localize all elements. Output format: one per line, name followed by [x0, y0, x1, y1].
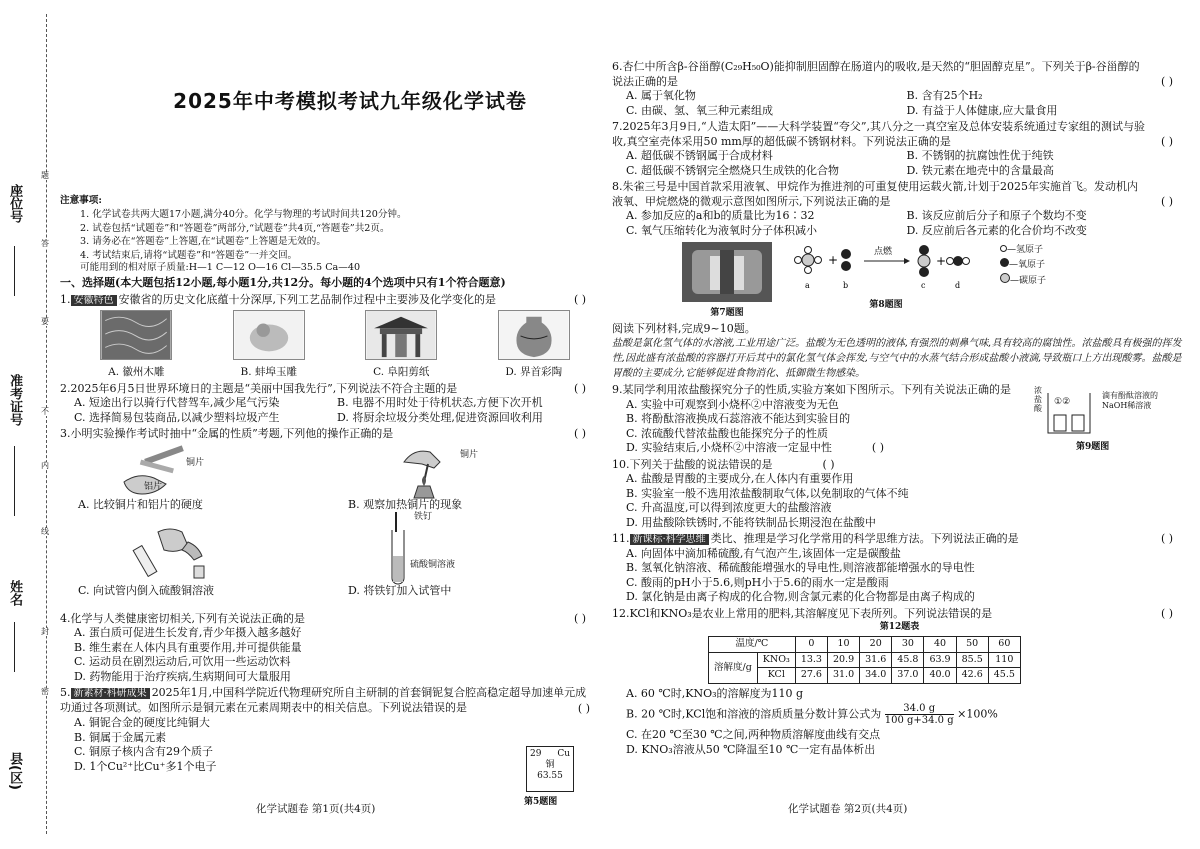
table-caption: 第12题表: [879, 622, 920, 633]
question-number: 2.: [60, 381, 71, 395]
copper-sheet-label: 铜片: [186, 457, 205, 468]
note-item: 2. 试卷包括“试题卷”和“答题卷”两部分,“试题卷”共4页,“答题卷”共2页。: [80, 222, 390, 234]
table-row: [709, 637, 1021, 653]
exam-notes: [60, 194, 600, 262]
option-b[interactable]: B. 氢氧化钠溶液、稀硫酸能增强水的导电性,则溶液都能增强水的导电性: [626, 561, 975, 575]
page-1: [60, 0, 600, 849]
question-number: 9.: [612, 383, 623, 397]
question-7: [612, 120, 1187, 178]
answer-paren[interactable]: ( ): [573, 611, 587, 625]
question-text: 下列关于盐酸的说法错误的是: [629, 457, 773, 471]
table-cell: 63.9: [924, 652, 956, 668]
seat-number-label: 座位号: [7, 184, 23, 223]
binding-margin: [0, 0, 56, 849]
q1-option-c[interactable]: [365, 310, 437, 380]
fraction-denominator: 100 g+34.0 g: [884, 715, 954, 727]
answer-paren[interactable]: ( ): [1160, 74, 1174, 88]
option-b[interactable]: B. 含有25个H₂: [906, 89, 983, 103]
fraction-numerator: 34.0 g: [885, 703, 954, 715]
phenolphthalein-label: 滴有酚酞溶液的NaOH稀溶液: [1102, 391, 1158, 410]
name-label: 姓名: [7, 580, 23, 606]
table-cell: 37.0: [892, 668, 924, 684]
svg-text:+: +: [828, 253, 839, 268]
question-8: [612, 180, 1187, 319]
option-c[interactable]: C. 由碳、氢、氧三种元素组成: [626, 103, 774, 117]
option-a[interactable]: A. 实验中可观察到小烧杯②中溶液变为无色: [626, 397, 839, 411]
q8-figures: [682, 242, 1187, 319]
question-text: 2025年6月5日世界环境日的主题是“美丽中国我先行”,下列说法不符合主题的是: [70, 381, 458, 395]
heating-copper-figure: [384, 442, 464, 500]
aluminum-sheet-label: 铝片: [144, 481, 163, 492]
question-text: 某同学利用浓盐酸探究分子的性质,实验方案如下图所示。下列有关说法正确的是: [622, 383, 1011, 397]
carbon-atom-icon: [1000, 273, 1010, 283]
reaction-condition: 点燃: [874, 247, 893, 258]
answer-paren[interactable]: ( ): [871, 441, 885, 455]
option-label: C. 阜阳剪纸: [373, 365, 430, 378]
option-d[interactable]: D. 药物能用于治疗疾病,生病期间可大量服用: [74, 669, 291, 683]
option-c[interactable]: C. 浓硫酸代替浓盐酸也能探究分子的性质: [626, 426, 829, 440]
atomic-mass: 63.55: [537, 771, 563, 782]
copper-element-card: [526, 746, 574, 792]
option-a[interactable]: A. 超低碳不锈钢属于合成材料: [626, 149, 773, 163]
question-text: 化学与人类健康密切相关,下列有关说法正确的是: [70, 611, 305, 625]
question-text: 2025年3月9日,“人造太阳”——大科学装置“夸父”,其八分之一真空室及总体安装系统通过专家组的测试与验收,真空室壳体采用50 mm厚的超低碳不锈钢材料。下列说法正确的是: [612, 120, 1145, 148]
option-b[interactable]: B. 该反应前后分子和原子个数均不变: [906, 209, 1087, 223]
table-cell: 45.5: [988, 668, 1020, 684]
option-b-suffix: ×100%: [957, 707, 998, 721]
question-10: [612, 458, 1187, 531]
binding-word: 不: [41, 407, 49, 416]
binding-word: 要: [41, 317, 49, 326]
note-item: 1. 化学试卷共两大题17小题,满分40分。化学与物理的考试时间共120分钟。: [80, 209, 407, 220]
option-c[interactable]: C. 在20 ℃至30 ℃之间,两种物质溶解度曲线有交点: [626, 728, 881, 742]
answer-paren[interactable]: ( ): [1160, 194, 1174, 208]
table-cell: 45.8: [892, 652, 924, 668]
question-number: 4.: [60, 611, 71, 625]
table-cell: 85.5: [956, 652, 988, 668]
page-footer: 化学试题卷 第2页(共4页): [788, 803, 908, 816]
question-11: [612, 532, 1187, 605]
option-b[interactable]: B. 观察加热铜片的现象: [348, 497, 463, 511]
section-heading: 一、选择题(本大题包括12小题,每小题1分,共12分。每小题的4个选项中只有1个符合题意): [60, 276, 506, 290]
question-text: 朱雀三号是中国首款采用液氧、甲烷作为推进剂的可重复使用运载火箭,计划于2025年实施首飞。发动机内液氧、甲烷燃烧的微观示意图如图所示,下列说法正确的是: [612, 180, 1138, 208]
option-b[interactable]: [612, 703, 1187, 726]
option-b[interactable]: B. 维生素在人体内具有重要作用,并可提供能量: [74, 640, 302, 654]
option-d[interactable]: D. 1个Cu²⁺比Cu⁺多1个电子: [74, 759, 217, 773]
figure-caption: 第8题图: [869, 299, 903, 310]
page-2: [612, 0, 1187, 849]
binding-word: 答: [41, 239, 49, 248]
question-number: 12.: [612, 606, 630, 620]
option-d[interactable]: D. KNO₃溶液从50 ℃降温至10 ℃一定有晶体析出: [626, 742, 876, 756]
binding-word: 密: [41, 687, 49, 696]
option-d[interactable]: D. 将铁钉加入试管中: [348, 583, 452, 597]
answer-paren[interactable]: ( ): [822, 457, 835, 471]
note-item: 4. 考试结束后,请将“试题卷”和“答题卷”一并交回。: [80, 249, 298, 261]
option-c[interactable]: C. 铜原子核内含有29个质子: [74, 745, 214, 759]
option-label: D. 界首彩陶: [505, 365, 563, 378]
county-label: 县(区): [7, 752, 23, 790]
painted-pottery-image: [498, 310, 570, 360]
question-9: [612, 383, 1187, 456]
element-name: 铜: [545, 760, 555, 771]
table-cell: 31.0: [827, 668, 859, 684]
element-symbol: Cu: [557, 749, 570, 760]
table-cell: 50: [956, 637, 988, 653]
option-c[interactable]: C. 氧气压缩转化为液氧时分子体积减小: [626, 223, 818, 237]
reading-intro: 阅读下列材料,完成9~10题。: [612, 321, 756, 335]
answer-paren[interactable]: ( ): [1160, 134, 1174, 148]
q1-option-b[interactable]: [233, 310, 305, 380]
question-text: 2025年1月,中国科学院近代物理研究所自主研制的首套铜铌复合腔高稳定超导加速单元成功通过各项测试。如图所示是铜元素在元素周期表中的相关信息。下列说法错误的是: [60, 686, 587, 714]
table-cell: 30: [892, 637, 924, 653]
solubility-table: [708, 636, 1021, 684]
option-a[interactable]: A. 盐酸是胃酸的主要成分,在人体内有重要作用: [626, 472, 854, 486]
answer-paren[interactable]: ( ): [573, 381, 587, 395]
question-1: [60, 293, 600, 380]
figure-caption: 第7题图: [710, 307, 744, 318]
question-text: KCl和KNO₃是农业上常用的肥料,其溶解度见下表所列。下列说法错误的是: [629, 606, 993, 620]
binding-dashed-line: [46, 14, 47, 834]
molecule-label: b: [843, 281, 849, 291]
exam-number-blank[interactable]: [14, 446, 15, 516]
table-row: [709, 652, 1021, 668]
iron-nail-label: 铁钉: [414, 511, 433, 522]
legend-label: —碳原子: [1010, 276, 1047, 287]
option-b[interactable]: B. 实验室一般不选用浓盐酸制取气体,以免制取的气体不纯: [626, 486, 909, 500]
option-a[interactable]: A. 向固体中滴加稀硫酸,有气泡产生,该固体一定是碳酸盐: [626, 546, 901, 560]
answer-paren[interactable]: ( ): [573, 427, 587, 441]
table-cell: 31.6: [860, 652, 892, 668]
question-4: [60, 612, 600, 685]
option-d[interactable]: D. 反应前后各元素的化合价均不改变: [906, 223, 1087, 237]
table-cell: 27.6: [795, 668, 827, 684]
option-c[interactable]: C. 超低碳不锈钢完全燃烧只生成铁的化合物: [626, 163, 840, 177]
molecule-label: d: [955, 281, 961, 291]
question-number: 10.: [612, 457, 630, 471]
binding-word: 内: [41, 461, 49, 470]
option-d[interactable]: D. 实验结束后,小烧杯②中溶液一定显中性: [626, 441, 832, 455]
iron-nail-tube-figure: [386, 510, 416, 586]
table-cell: 34.0: [860, 668, 892, 684]
option-b[interactable]: B. 电器不用时处于待机状态,方便下次开机: [337, 396, 543, 410]
legend-label: —氢原子: [1007, 245, 1044, 256]
figure-caption: 第5题图: [524, 797, 558, 808]
table-cell: 0: [795, 637, 827, 653]
option-b-text: B. 20 ℃时,KCl饱和溶液的溶质质量分数计算公式为: [626, 707, 882, 721]
binding-word: 题: [41, 171, 49, 180]
question-tag: 新素材·科研成果: [71, 688, 150, 699]
option-a[interactable]: A. 属于氧化物: [626, 89, 696, 103]
question-text: 类比、推理是学习化学常用的科学思维方法。下列说法正确的是: [710, 532, 1019, 546]
q3-figures: [74, 442, 600, 610]
figure-8: [786, 242, 986, 311]
option-a[interactable]: A. 蛋白质可促进生长发育,青少年摄入越多越好: [74, 626, 302, 640]
question-number: 7.: [612, 120, 623, 134]
table-cell: 10: [827, 637, 859, 653]
table-cell: 20.9: [827, 652, 859, 668]
molecule-label: c: [921, 281, 926, 291]
option-label: B. 蚌埠玉雕: [240, 365, 297, 378]
fusion-device-photo: [682, 242, 772, 302]
table-cell: 20: [860, 637, 892, 653]
question-tag: 安徽特色: [71, 295, 117, 306]
exam-number-label: 准考证号: [7, 374, 23, 426]
table-cell: 13.3: [795, 652, 827, 668]
oxygen-atom-icon: [1000, 258, 1009, 267]
option-d[interactable]: D. 用盐酸除铁锈时,不能将铁制品长期浸泡在盐酸中: [626, 515, 876, 529]
question-5: [60, 686, 600, 808]
question-number: 6.: [612, 60, 623, 73]
question-6: [612, 60, 1187, 118]
fraction: [885, 703, 954, 726]
legend-label: —氧原子: [1009, 260, 1046, 271]
table-cell: 42.6: [956, 668, 988, 684]
jade-carving-image: [233, 310, 305, 360]
paper-cutting-image: [365, 310, 437, 360]
table-cell: KNO₃: [757, 652, 795, 668]
table-cell: 110: [988, 652, 1020, 668]
option-b[interactable]: B. 将酚酞溶液换成石蕊溶液不能达到实验目的: [626, 412, 851, 426]
pouring-solution-figure: [118, 522, 218, 582]
option-b[interactable]: B. 不锈钢的抗腐蚀性优于纯铁: [906, 149, 1054, 163]
table-header: 溶解度/g: [709, 652, 758, 683]
q1-option-a[interactable]: [100, 310, 172, 380]
page-footer: 化学试题卷 第1页(共4页): [256, 803, 376, 816]
exam-title: 2025年中考模拟考试九年级化学试卷: [173, 89, 527, 113]
conc-hcl-label: 浓盐酸: [1034, 386, 1042, 413]
molecule-label: a: [805, 281, 810, 291]
question-number: 8.: [612, 180, 623, 194]
svg-text:+: +: [936, 254, 947, 269]
wood-carving-image: [100, 310, 172, 360]
atomic-mass-line: 可能用到的相对原子质量:H—1 C—12 O—16 Cl—35.5 Ca—40: [80, 262, 361, 274]
option-c[interactable]: C. 酸雨的pH小于5.6,则pH小于5.6的雨水一定是酸雨: [626, 575, 889, 589]
copper-sulfate-label: 硫酸铜溶液: [410, 559, 456, 570]
reading-passage: 盐酸是氯化氢气体的水溶液,工业用途广泛。盐酸为无色透明的液体,有强烈的刺鼻气味,具有较高的腐蚀性。浓盐酸具有极强的挥发性,因此盛有浓盐酸的容器打开后其中的氯化氢气体会挥发,与空气中的水蒸气结合形成盐酸小液滴,导致瓶口上方出现酸雾。盐酸是胃酸的主要成分,它能够促进食物消化、抵御微生物感染。: [612, 338, 1182, 380]
question-text: 小明实验操作考试时抽中“金属的性质”考题,下列他的操作正确的是: [70, 427, 394, 441]
cup-labels: ①②: [1054, 397, 1071, 408]
option-c[interactable]: C. 选择简易包装商品,以减少塑料垃圾产生: [74, 410, 280, 424]
option-label: A. 徽州木雕: [108, 365, 165, 378]
option-a[interactable]: A. 比较铜片和铝片的硬度: [78, 497, 203, 511]
option-c[interactable]: C. 升高温度,可以得到浓度更大的盐酸溶液: [626, 501, 832, 515]
copper-sheet-label-b: 铜片: [460, 449, 479, 460]
question-3: [60, 427, 600, 610]
question-number: 1.: [60, 292, 71, 306]
atomic-number: 29: [530, 749, 542, 760]
hydrogen-atom-icon: [1000, 245, 1007, 252]
binding-word: 线: [41, 527, 49, 536]
question-text: 杏仁中所含β-谷甾醇(C₂₉H₅₀O)能抑制胆固醇在肠道内的吸收,是天然的“胆固醇克星”。下列关于β-谷甾醇的说法正确的是: [612, 60, 1140, 88]
option-c[interactable]: C. 运动员在剧烈运动后,可饮用一些运动饮料: [74, 655, 291, 669]
question-number: 3.: [60, 427, 71, 441]
option-c[interactable]: C. 向试管内倒入硫酸铜溶液: [78, 583, 215, 597]
table-cell: 40.0: [924, 668, 956, 684]
table-cell: 60: [988, 637, 1020, 653]
question-12: [612, 607, 1187, 758]
seat-number-blank[interactable]: [14, 246, 15, 296]
answer-paren[interactable]: ( ): [1160, 532, 1174, 546]
table-cell: 40: [924, 637, 956, 653]
option-a[interactable]: A. 短途出行以骑行代替驾车,减少尾气污染: [74, 396, 280, 410]
question-2: [60, 382, 600, 426]
option-d[interactable]: D. 氯化钠是由离子构成的化合物,则含氯元素的化合物都是由离子构成的: [626, 590, 975, 604]
note-item: 3. 请务必在“答题卷”上答题,在“试题卷”上答题是无效的。: [80, 236, 326, 248]
q1-option-d[interactable]: [498, 310, 570, 380]
q1-images: [70, 310, 600, 380]
question-number: 11.: [612, 532, 630, 546]
figure-7: [682, 242, 772, 319]
notes-heading: 注意事项:: [60, 195, 102, 207]
atom-legend: [1000, 244, 1046, 289]
figure-caption: 第9题图: [1076, 442, 1110, 453]
binding-word: 封: [41, 627, 49, 636]
name-blank[interactable]: [14, 622, 15, 672]
option-a[interactable]: A. 铜铌合金的硬度比纯铜大: [74, 716, 210, 730]
option-d[interactable]: D. 有益于人体健康,应大量食用: [906, 103, 1058, 117]
table-cell: KCl: [757, 668, 795, 684]
option-b[interactable]: B. 铜属于金属元素: [74, 730, 167, 744]
answer-paren[interactable]: ( ): [577, 701, 590, 715]
option-a[interactable]: A. 60 ℃时,KNO₃的溶解度为110 g: [626, 686, 804, 700]
reaction-diagram: [786, 242, 986, 294]
answer-paren[interactable]: ( ): [1160, 606, 1174, 620]
option-d[interactable]: D. 铁元素在地壳中的含量最高: [906, 163, 1054, 177]
option-d[interactable]: D. 将厨余垃圾分类处理,促进资源回收利用: [337, 410, 543, 424]
option-a[interactable]: A. 参加反应的a和b的质量比为16∶32: [626, 209, 815, 223]
question-text: 安徽省的历史文化底蕴十分深厚,下列工艺品制作过程中主要涉及化学变化的是: [118, 292, 496, 306]
question-number: 5.: [60, 686, 71, 700]
question-tag: 新课标·科学思维: [630, 534, 709, 545]
answer-paren[interactable]: ( ): [573, 292, 587, 306]
table-header: 温度/℃: [709, 637, 796, 653]
